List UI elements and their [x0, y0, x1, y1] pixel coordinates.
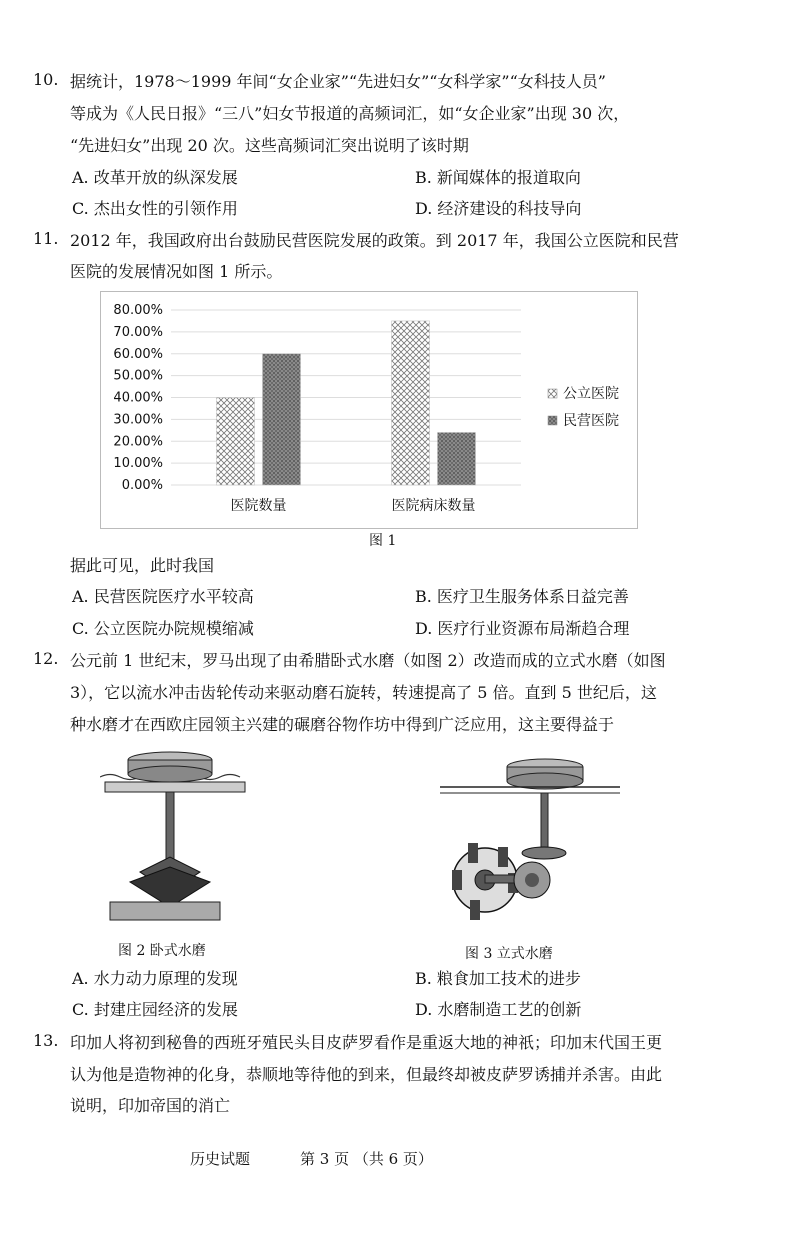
question-12-option-c: C. 封建庄园经济的发展	[72, 1000, 238, 1019]
legend-label: 公立医院	[563, 386, 619, 402]
bar-public-1	[392, 321, 430, 485]
question-10-option-c: C. 杰出女性的引领作用	[72, 199, 238, 218]
question-13-line-2: 认为他是造物神的化身，恭顺地等待他的到来，但最终却被皮萨罗诱捕并杀害。由此	[70, 1065, 663, 1084]
footer-page-number: 第 3 页 （共 6 页）	[300, 1150, 433, 1168]
y-tick-label: 0.00%	[121, 478, 163, 493]
legend-label: 民营医院	[563, 413, 619, 429]
question-11-option-c: C. 公立医院办院规模缩减	[72, 619, 254, 638]
question-10-line-1: 据统计，1978～1999 年间“女企业家”“先进妇女”“女科学家”“女科技人员”	[70, 72, 606, 91]
question-10-option-a: A. 改革开放的纵深发展	[72, 168, 238, 187]
question-11-line-1: 2012 年，我国政府出台鼓励民营医院发展的政策。到 2017 年，我国公立医院和民营	[70, 231, 679, 250]
question-10-line-3: “先进妇女”出现 20 次。这些高频词汇突出说明了该时期	[70, 136, 469, 155]
question-11-option-b: B. 医疗卫生服务体系日益完善	[415, 587, 629, 606]
bar-private-0	[263, 354, 301, 485]
question-11-number: 11.	[33, 229, 59, 248]
hospital-bar-chart	[101, 292, 637, 528]
question-13-line-3: 说明，印加帝国的消亡	[70, 1096, 231, 1115]
x-tick-label: 医院病床数量	[391, 498, 476, 514]
y-tick-label: 30.00%	[113, 412, 163, 428]
x-tick-label: 医院数量	[230, 498, 287, 514]
y-tick-label: 50.00%	[113, 368, 163, 384]
vertical-water-mill-illustration	[440, 755, 620, 935]
horizontal-water-mill-illustration	[100, 742, 250, 937]
bar-private-1	[438, 433, 476, 486]
question-13-number: 13.	[33, 1031, 59, 1050]
question-10-option-d: D. 经济建设的科技导向	[415, 199, 582, 218]
y-tick-label: 70.00%	[113, 324, 163, 340]
question-11-after: 据此可见，此时我国	[70, 556, 215, 575]
legend-swatch	[548, 389, 557, 398]
bar-public-0	[217, 398, 255, 486]
question-12-option-d: D. 水磨制造工艺的创新	[415, 1000, 582, 1019]
question-12-line-3: 种水磨才在西欧庄园领主兴建的碾磨谷物作坊中得到广泛应用，这主要得益于	[70, 715, 615, 734]
y-tick-label: 60.00%	[113, 346, 163, 362]
figure-1-caption: 图 1	[369, 533, 397, 549]
y-tick-label: 10.00%	[113, 456, 163, 472]
y-tick-label: 80.00%	[113, 303, 163, 318]
question-12-option-b: B. 粮食加工技术的进步	[415, 969, 581, 988]
footer-subject: 历史试题	[190, 1150, 251, 1168]
figure-3-caption: 图 3 立式水磨	[465, 946, 553, 962]
question-10-line-2: 等成为《人民日报》“三八”妇女节报道的高频词汇，如“女企业家”出现 30 次，	[70, 104, 630, 123]
question-10-number: 10.	[33, 70, 59, 89]
question-12-option-a: A. 水力动力原理的发现	[72, 969, 238, 988]
question-12-line-1: 公元前 1 世纪末，罗马出现了由希腊卧式水磨（如图 2）改造而成的立式水磨（如图	[70, 651, 666, 670]
question-11-option-d: D. 医疗行业资源布局渐趋合理	[415, 619, 630, 638]
legend-swatch	[548, 416, 557, 425]
y-tick-label: 20.00%	[113, 434, 163, 450]
question-11-line-2: 医院的发展情况如图 1 所示。	[70, 262, 283, 281]
question-12-line-2: 3），它以流水冲击齿轮传动来驱动磨石旋转，转速提高了 5 倍。直到 5 世纪后，这	[70, 683, 657, 702]
question-11-option-a: A. 民营医院医疗水平较高	[72, 587, 254, 606]
question-10-option-b: B. 新闻媒体的报道取向	[415, 168, 581, 187]
figure-1-chart	[100, 291, 638, 529]
figure-2-caption: 图 2 卧式水磨	[118, 943, 206, 959]
y-tick-label: 40.00%	[113, 390, 163, 406]
question-12-number: 12.	[33, 649, 59, 668]
question-13-line-1: 印加人将初到秘鲁的西班牙殖民头目皮萨罗看作是重返大地的神祇；印加末代国王更	[70, 1033, 663, 1052]
